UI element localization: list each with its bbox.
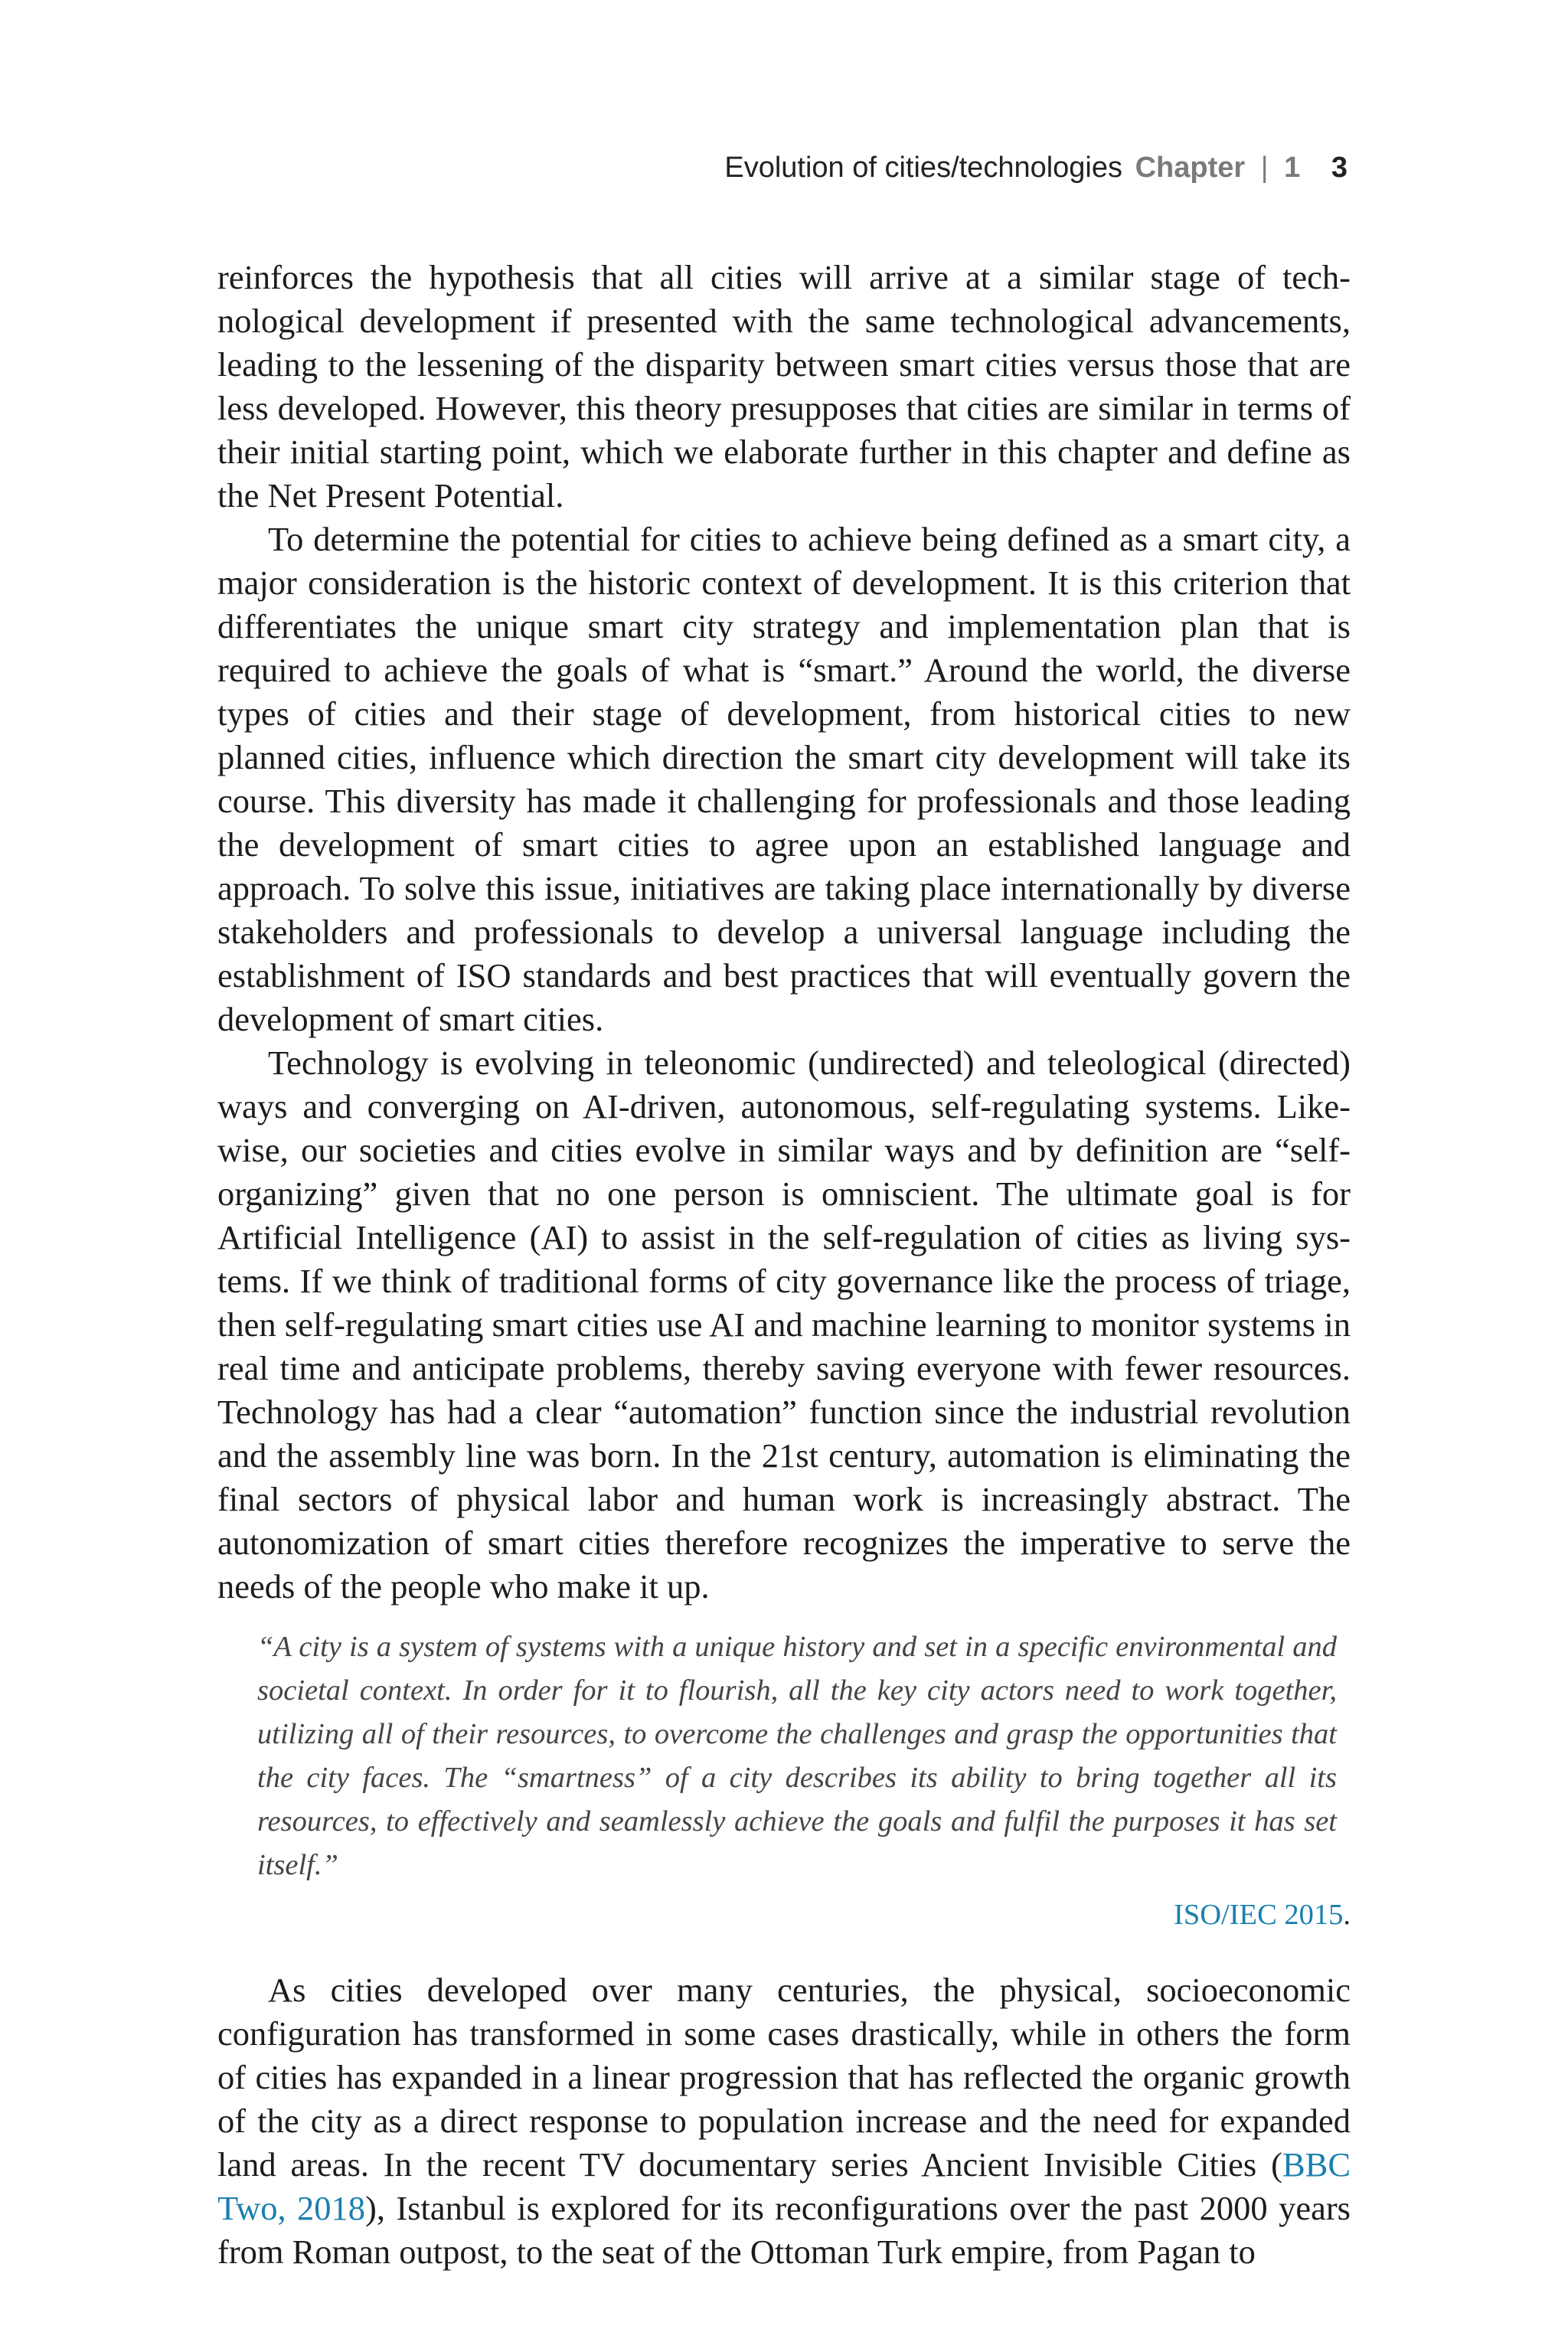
paragraph-2: To determine the potential for cities to achieve being defined as a smart city, a major consideration is the historic context of development. It is this criterion that differentiates the unique smart city strategy and implementation plan that is required to achieve the goals of what is “smart.” Around the world, the diverse types of cities and their stage of development, from historical cities to new planned cities, influence which direction the smart city development will take its course. This diversity has made it challenging for professionals and those leading the development of smart cities to agree upon an established language and approach. To solve this issue, initiatives are taking place internationally by diverse stakeholders and professionals to develop a universal language including the establishment of ISO standards and best practices that will eventually govern the development of smart cities. bbox=[217, 520, 1351, 1038]
chapter-label: Chapter bbox=[1135, 152, 1246, 184]
paragraph-1: reinforces the hypothesis that all cities will arrive at a similar stage of technological development if presented with the same technological advancements, leading to the lessening of the disparity between smart cities versus those that are less developed. However, this theory presupposes that cities are similar in terms of their initial starting point, which we elaborate further in this chapter and define as the Net Present Potential. bbox=[217, 258, 1351, 514]
quote-source bbox=[217, 1895, 1351, 1935]
paragraph-4-text-end: ), Istanbul is explored for its reconfigurations over the past 2000 years from Roman outpost, to the seat of the Ottoman Turk empire, from Pagan to bbox=[217, 2189, 1351, 2271]
header-separator: | bbox=[1260, 152, 1269, 184]
paragraph-3: Technology is evolving in teleonomic (undirected) and teleological (directed) ways and converging on AI-driven, autonomous, self-regulating systems. Likewise, our societies and cities evolve in similar ways and by definition are “self-organizing” given that no one person is omniscient. The ultimate goal is for Artificial Intelligence (AI) to assist in the self-regulation of cities as living systems. If we think of traditional forms of city governance like the process of triage, then self-regulating smart cities use AI and machine learning to monitor systems in real time and anticipate problems, thereby saving everyone with fewer resources. Technology has had a clear “automation” function since the industrial revolution and the assembly line was born. In the 21st century, automation is eliminating the final sectors of physical labor and human work is increasingly abstract. The autonomization of smart cities therefore recognizes the imperative to serve the needs of the people who make it up. bbox=[217, 1044, 1351, 1606]
paragraph-4 bbox=[217, 1968, 1351, 2274]
quote-source-period: . bbox=[1343, 1899, 1351, 1931]
running-title: Evolution of cities/technologies bbox=[724, 152, 1123, 184]
bbc-citation-link[interactable]: BBC Two, 2018 bbox=[217, 2145, 1351, 2227]
page-body bbox=[217, 256, 1351, 2274]
quote-citation-link[interactable]: ISO/IEC 2015 bbox=[1174, 1899, 1344, 1931]
chapter-number: 1 bbox=[1284, 152, 1301, 184]
block-quote: “A city is a system of systems with a unique history and set in a specific environmental and societal context. In order for it to flourish, all the key city actors need to work together, utilizing all of their resources, to overcome the challenges and grasp the opportunities that the city faces. The “smartness” of a city describes its ability to bring together all its resources, to effectively and seamlessly achieve the goals and fulfil the purposes it has set itself.” bbox=[257, 1631, 1337, 1881]
running-header bbox=[724, 150, 1348, 185]
page-number: 3 bbox=[1331, 152, 1348, 184]
paragraph-4-text-start: As cities developed over many centuries, the physical, socioeconomic configuration has transformed in some cases drastically, while in others the form of cities has expanded in a linear progression that has reflected the organic growth of the city as a direct response to population increase and the need for expanded land areas. In the recent TV documentary series Ancient Invisible Cities ( bbox=[217, 1971, 1351, 2184]
